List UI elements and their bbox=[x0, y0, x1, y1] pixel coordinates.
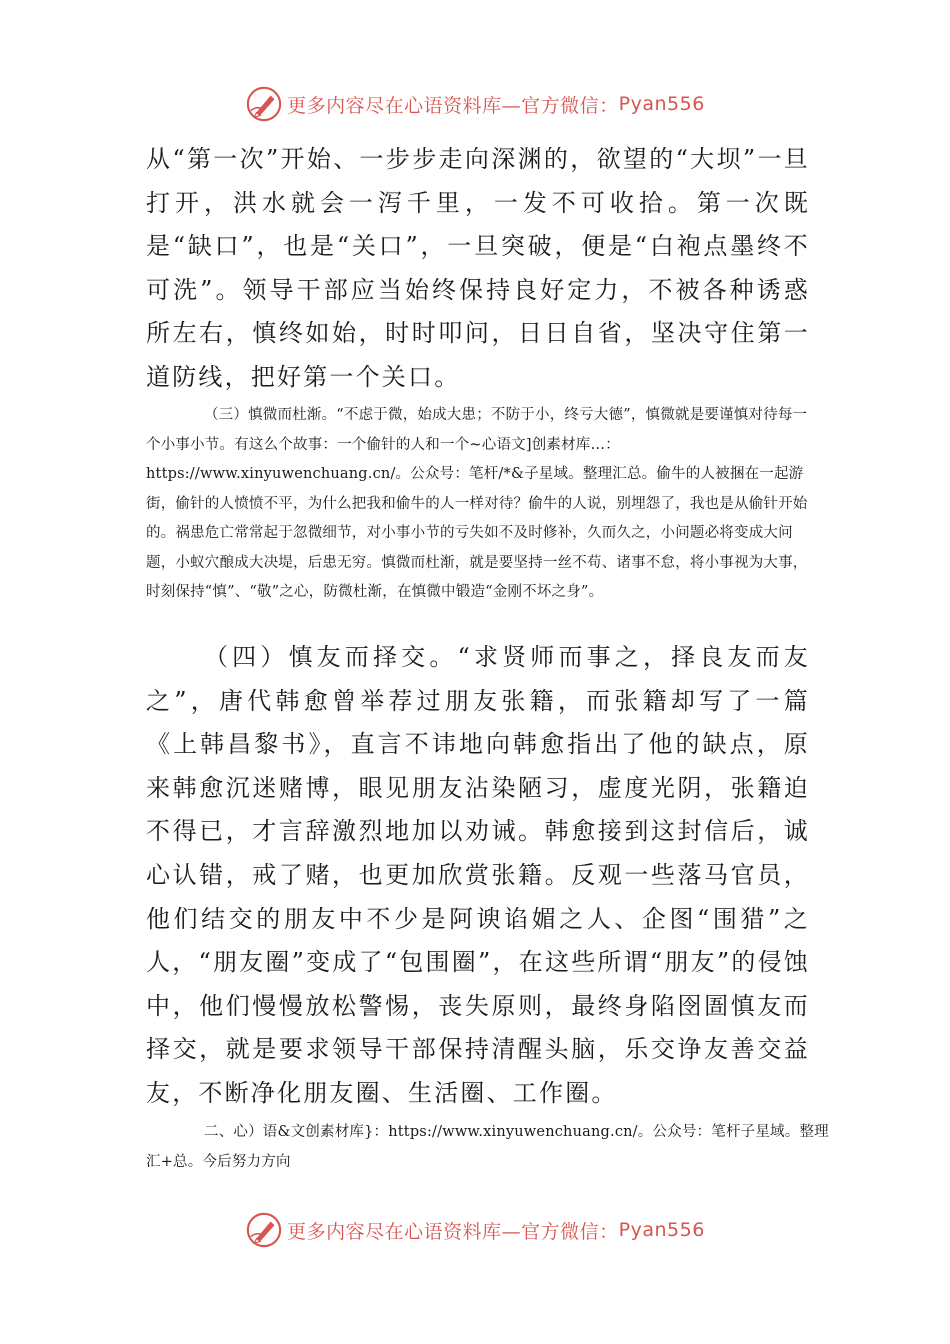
footer-banner-text: 更多内容尽在心语资料库—官方微信： bbox=[287, 1220, 619, 1243]
header-banner bbox=[0, 84, 950, 124]
pen-logo-icon bbox=[245, 1211, 283, 1249]
header-banner-id: Pyan556 bbox=[618, 93, 705, 115]
body-paragraph-2: （三）慎微而杜渐。“不虑于微，始成大患；不防于小，终亏大德”，慎微就是要谨慎对待每一个小事小节。有这么个故事：一个偷针的人和一个~心语文]创素材库…：https://www.xinyuwenchuang.cn/。公众号：笔杆/*&子星域。整理汇总。偷牛的人被捆在一起游街，偷针的人愤愤不平，为什么把我和偷牛的人一样对待？偷牛的人说，别埋怨了，我也是从偷针开始的。祸患危亡常常起于忽微细节，对小事小节的亏失如不及时修补，久而久之，小问题必将变成大问题，小蚁穴酿成大决堤，后患无穷。慎微而杜渐，就是要坚持一丝不苟、诸事不怠，将小事视为大事，时刻保持“慎”、“敬”之心，防微杜渐，在慎微中锻造“金刚不坏之身”。 bbox=[146, 407, 808, 600]
body-paragraph-4: 二、心）语&文创素材库}：https://www.xinyuwenchuang.cn/。公众号：笔杆子星域。整理汇+总。今后努力方向 bbox=[146, 1124, 829, 1170]
body-paragraph-1: 从“第一次”开始、一步步走向深渊的，欲望的“大坝”一旦打开，洪水就会一泻千里，一发不可收拾。第一次既是“缺口”，也是“关口”，一旦突破，便是“白袍点墨终不可洗”。领导干部应当始终保持良好定力，不被各种诱惑所左右，慎终如始，时时叩问，日日自省，坚决守住第一道防线，把好第一个关口。 bbox=[146, 145, 810, 391]
header-banner-text: 更多内容尽在心语资料库—官方微信： bbox=[287, 94, 619, 117]
body-paragraph-3: （四）慎友而择交。“求贤师而事之，择良友而友之”，唐代韩愈曾举荐过朋友张籍，而张籍却写了一篇《上韩昌黎书》，直言不讳地向韩愈指出了他的缺点，原来韩愈沉迷赌博，眼见朋友沾染陋习，虚度光阴，张籍迫不得已，才言辞激烈地加以劝诫。韩愈接到这封信后，诚心认错，戒了赌，也更加欣赏张籍。反观一些落马官员，他们结交的朋友中不少是阿谀谄媚之人、企图“围猎”之人，“朋友圈”变成了“包围圈”，在这些所谓“朋友”的侵蚀中，他们慢慢放松警惕，丧失原则，最终身陷囹圄慎友而择交，就是要求领导干部保持清醒头脑，乐交诤友善交益友，不断净化朋友圈、生活圈、工作圈。 bbox=[146, 643, 810, 1107]
pen-logo-icon bbox=[245, 85, 283, 123]
footer-banner-id: Pyan556 bbox=[618, 1219, 705, 1241]
footer-banner bbox=[0, 1210, 950, 1250]
